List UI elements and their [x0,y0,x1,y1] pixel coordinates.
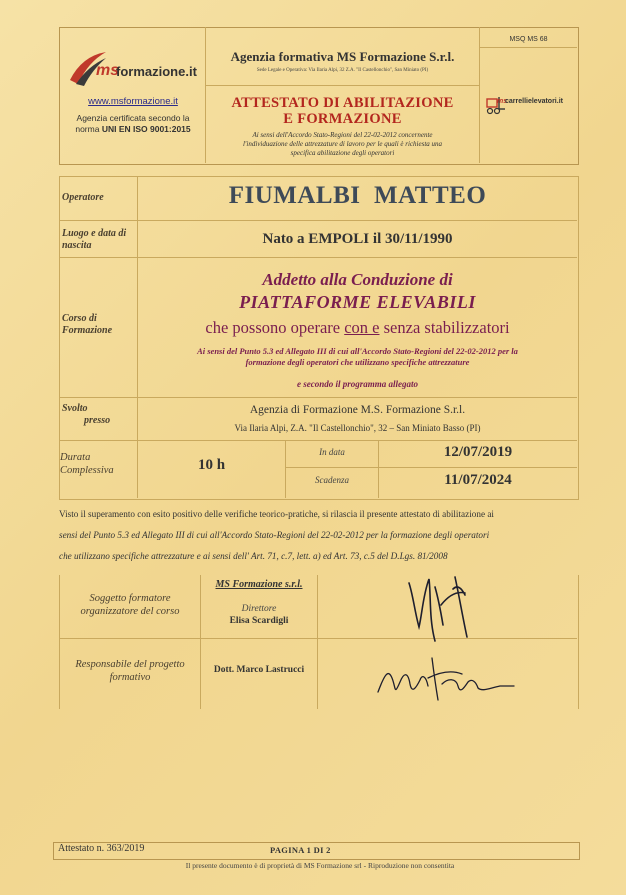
logo-formazione-text: formazione.it [116,64,197,79]
duration-label: Durata Complessiva [60,452,114,476]
held-address: Via Ilaria Alpi, Z.A. "Il Castellonchio", 32 – San Miniato Basso (PI) [234,423,481,433]
course-note: Ai sensi del Punto 5.3 ed Allegato III di cui all'Accordo Stato-Regioni del 22-02-2012 per la formazione degli operatori che utilizzano specifiche attrezzature [197,346,518,367]
course-line1: Addetto alla Conduzione di [262,270,453,289]
held-agency: Agenzia di Formazione M.S. Formazione S.r.l. [249,404,466,416]
course-label: Corso di Formazione [62,313,113,336]
document-code: MSQ MS 68 [509,36,548,43]
website-link[interactable]: www.msformazione.it [88,96,178,107]
birth-label: Luogo e data di nascita [62,228,127,251]
agency-address: Sede Legale e Operativa: Via Ilaria Alpi, 32 Z.A. "Il Castellonchio", San Miniato (PI) [256,68,429,73]
ms-formazione-logo [66,48,204,88]
manager-signature [372,648,522,706]
course-title: PIATTAFORME ELEVABILI [239,292,476,312]
carrelli-ms-text: ms [497,98,508,105]
certificate-title: ATTESTATO DI ABILITAZIONE E FORMAZIONE [231,95,454,127]
director-title: Direttore [241,604,277,614]
director-name: Elisa Scardigli [229,616,289,626]
duration-value: 10 h [197,457,226,473]
logo-ms-text: ms [96,62,120,79]
date-label: In data [319,447,345,457]
statement-text: Visto il superamento con esito positivo delle verifiche teorico-pratiche, si rilascia il presente attestato di abilitazione ai sensi del Punto 5.3 ed Allegato III di cui all'Accordo Stato-Regioni del 22-02-2012 per la formazione degli operatori che utilizzano specifiche attrezzature e ai sensi dell' Art. 71, c.7, lett. a) ed Art. 73, c.5 del D.Lgs. 81/2008 [59,509,494,561]
held-label: Svolto presso [62,403,111,426]
carrelli-logo-text: carrellielevatori.it [505,98,563,105]
operator-name: FIUMALBI MATTEO [228,182,487,209]
director-signature [395,565,475,650]
birth-value: Nato a EMPOLI il 30/11/1990 [262,231,453,247]
carrelli-logo [485,95,575,119]
manager-name: Dott. Marco Lastrucci [213,665,305,675]
course-program: e secondo il programma allegato [297,379,418,389]
ownership-notice: Il presente documento è di proprietà di MS Formazione srl - Riproduzione non consentita [185,861,455,870]
course-line3: che possono operare con e senza stabilizzatori [205,318,510,337]
operator-label: Operatore [62,192,104,203]
manager-label: Responsabile del progetto formativo [75,659,185,683]
expiry-value: 11/07/2024 [444,472,512,488]
attestato-number: Attestato n. 363/2019 [58,843,145,854]
certificate-subtitle: Ai sensi dell'Accordo Stato-Regioni del 22-02-2012 concernente l'individuazione delle attrezzature di lavoro per le quali è richiesta una specifica abilitazione degli operatori [242,131,443,157]
organizer-name: MS Formazione s.r.l. [215,579,303,590]
date-value: 12/07/2019 [443,444,513,460]
page-number: PAGINA 1 DI 2 [270,845,331,855]
expiry-label: Scadenza [315,475,349,485]
certification-text: Agenzia certificata secondo la norma UNI EN ISO 9001:2015 [75,113,191,134]
organizer-label: Soggetto formatore organizzatore del corso [80,593,180,617]
agency-name: Agenzia formativa MS Formazione S.r.l. [230,49,455,64]
